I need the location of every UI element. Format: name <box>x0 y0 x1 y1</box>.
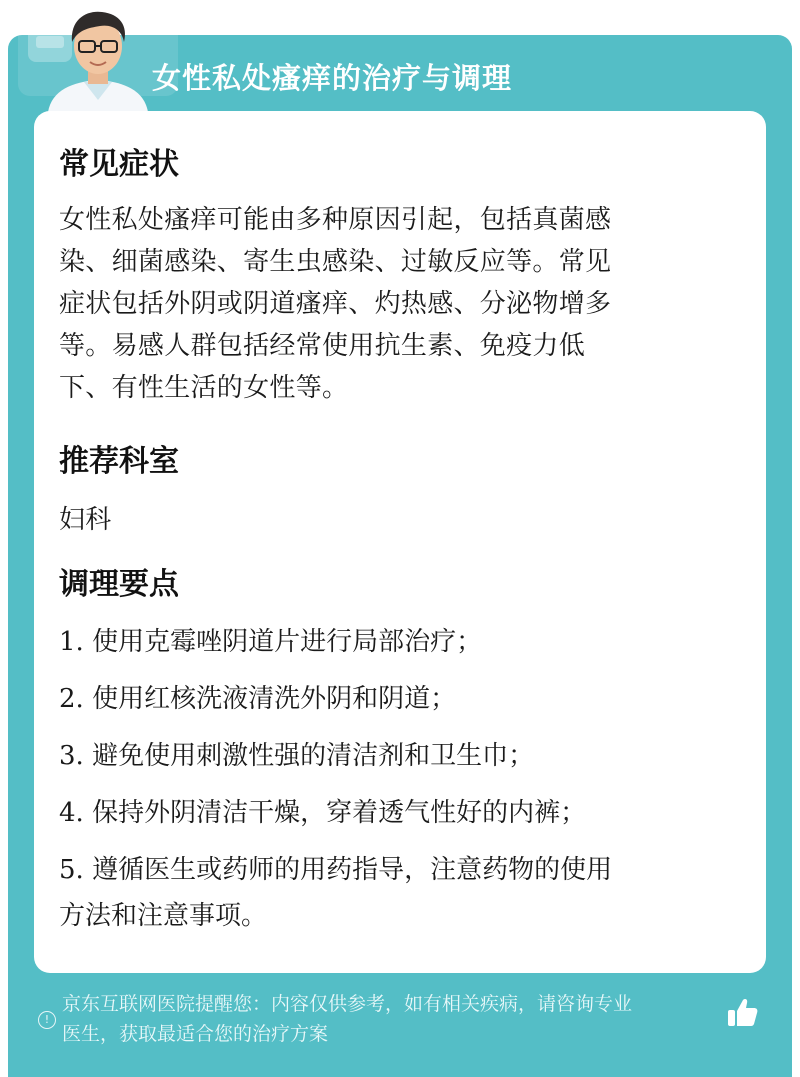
info-icon: ! <box>38 1011 56 1029</box>
list-item-number: 1. <box>59 627 84 657</box>
symptoms-line: 染、细菌感染、寄生虫感染、过敏反应等。常见 <box>59 247 612 277</box>
list-item-text: 使用克霉唑阴道片进行局部治疗； <box>92 627 483 657</box>
list-item <box>59 790 739 836</box>
list-item-number: 3. <box>59 741 84 771</box>
footer-disclaimer <box>0 985 800 1055</box>
list-item-number: 2. <box>59 684 84 714</box>
doctor-avatar <box>38 8 158 112</box>
list-item-text: 保持外阴清洁干燥，穿着透气性好的内裤； <box>92 798 587 828</box>
list-item-text: 避免使用刺激性强的清洁剂和卫生巾； <box>92 741 535 771</box>
list-item <box>59 847 739 939</box>
list-item <box>59 733 739 779</box>
list-item-text-continued: 方法和注意事项。 <box>59 901 268 931</box>
list-item <box>59 676 739 722</box>
list-item-number: 4. <box>59 798 84 828</box>
footer-line: 京东互联网医院提醒您：内容仅供参考，如有相关疾病，请咨询专业 <box>62 993 633 1015</box>
section-heading-care: 调理要点 <box>59 567 179 602</box>
symptoms-line: 女性私处瘙痒可能由多种原因引起，包括真菌感 <box>59 205 612 235</box>
thumbs-up-icon[interactable] <box>724 995 760 1031</box>
footer-text <box>62 989 726 1049</box>
section-heading-symptoms: 常见症状 <box>59 147 179 182</box>
list-item-text: 遵循医生或药师的用药指导，注意药物的使用 <box>92 855 613 885</box>
list-item-number: 5. <box>59 855 84 885</box>
symptoms-line: 等。易感人群包括经常使用抗生素、免疫力低 <box>59 331 586 361</box>
list-item-text: 使用红核洗液清洗外阴和阴道； <box>92 684 457 714</box>
symptoms-line: 症状包括外阴或阴道瘙痒、灼热感、分泌物增多 <box>59 289 612 319</box>
page-title: 女性私处瘙痒的治疗与调理 <box>152 61 513 95</box>
footer-line: 医生，获取最适合您的治疗方案 <box>62 1023 329 1045</box>
symptoms-line: 下、有性生活的女性等。 <box>59 373 349 403</box>
content-card <box>34 111 766 973</box>
section-heading-department: 推荐科室 <box>59 444 179 479</box>
list-item <box>59 619 739 665</box>
symptoms-text <box>59 199 729 409</box>
department-value: 妇科 <box>59 505 112 535</box>
